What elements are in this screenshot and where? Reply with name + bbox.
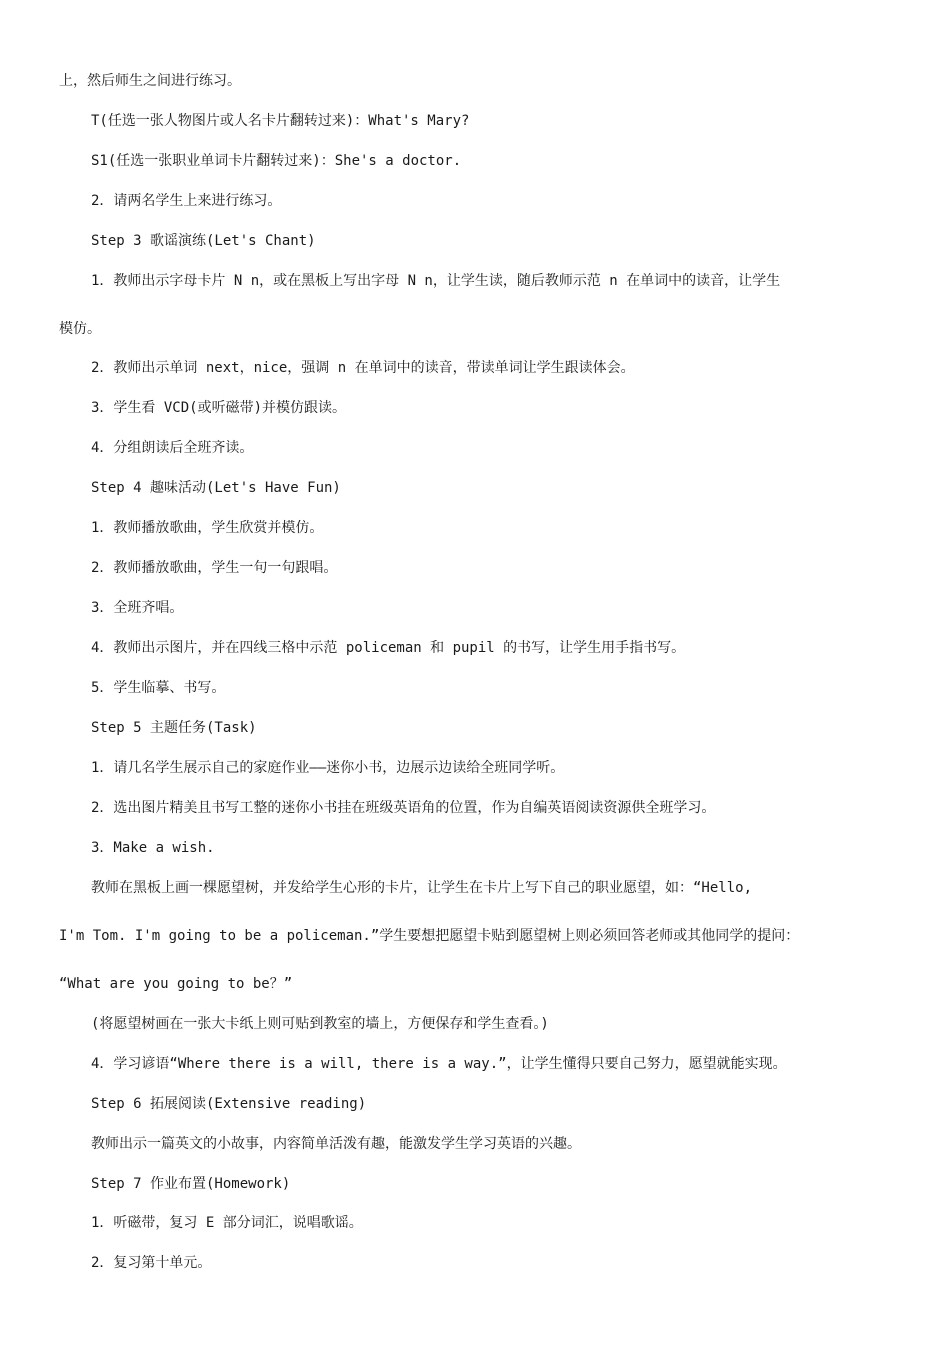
step-heading: Step 3 歌谣演练(Let's Chant) — [91, 233, 316, 249]
text-line: S1(任选一张职业单词卡片翻转过来)：She's a doctor. — [91, 153, 462, 169]
text-line: (将愿望树画在一张大卡纸上则可贴到教室的墙上，方便保存和学生查看。) — [91, 1016, 549, 1032]
text-line: 2．请两名学生上来进行练习。 — [91, 193, 282, 209]
text-line: 2．教师出示单词 next，nice，强调 n 在单词中的读音，带读单词让学生跟读体会。 — [91, 360, 635, 376]
step-heading: Step 5 主题任务(Task) — [91, 720, 257, 736]
step-heading: Step 7 作业布置(Homework) — [91, 1176, 291, 1192]
text-line: 1．请几名学生展示自己的家庭作业——迷你小书，边展示边读给全班同学听。 — [91, 760, 565, 776]
text-line: 4．教师出示图片，并在四线三格中示范 policeman 和 pupil 的书写，让学生用手指书写。 — [91, 640, 686, 656]
text-line: “What are you going to be？” — [59, 976, 293, 992]
text-line: 上，然后师生之间进行练习。 — [59, 73, 241, 89]
text-line: 5．学生临摹、书写。 — [91, 680, 226, 696]
text-line: 3．Make a wish. — [91, 840, 215, 856]
text-line: 4．分组朗读后全班齐读。 — [91, 440, 254, 456]
text-line: 1．听磁带，复习 E 部分词汇，说唱歌谣。 — [91, 1215, 363, 1231]
text-line: 模仿。 — [59, 321, 101, 337]
text-line: 3．全班齐唱。 — [91, 600, 184, 616]
text-line: 4．学习谚语“Where there is a will, there is a way.”，让学生懂得只要自己努力，愿望就能实现。 — [91, 1056, 787, 1072]
text-line: 2．复习第十单元。 — [91, 1255, 212, 1271]
text-line: 3．学生看 VCD(或听磁带)并模仿跟读。 — [91, 400, 347, 416]
text-line: 2．选出图片精美且书写工整的迷你小书挂在班级英语角的位置，作为自编英语阅读资源供全班学习。 — [91, 800, 716, 816]
text-line: 教师在黑板上画一棵愿望树，并发给学生心形的卡片，让学生在卡片上写下自己的职业愿望，如：“Hello, — [91, 880, 752, 896]
step-heading: Step 6 拓展阅读(Extensive reading) — [91, 1096, 367, 1112]
text-line: 1．教师出示字母卡片 N n，或在黑板上写出字母 N n，让学生读，随后教师示范 n 在单词中的读音，让学生 — [91, 273, 781, 289]
step-heading: Step 4 趣味活动(Let's Have Fun) — [91, 480, 341, 496]
text-line: 教师出示一篇英文的小故事，内容简单活泼有趣，能激发学生学习英语的兴趣。 — [91, 1136, 581, 1152]
text-line: 1．教师播放歌曲，学生欣赏并模仿。 — [91, 520, 324, 536]
text-line: 2．教师播放歌曲，学生一句一句跟唱。 — [91, 560, 338, 576]
text-line: T(任选一张人物图片或人名卡片翻转过来)：What's Mary? — [91, 113, 470, 129]
text-line: I'm Tom. I'm going to be a policeman.”学生要想把愿望卡贴到愿望树上则必须回答老师或其他同学的提问： — [59, 928, 800, 944]
